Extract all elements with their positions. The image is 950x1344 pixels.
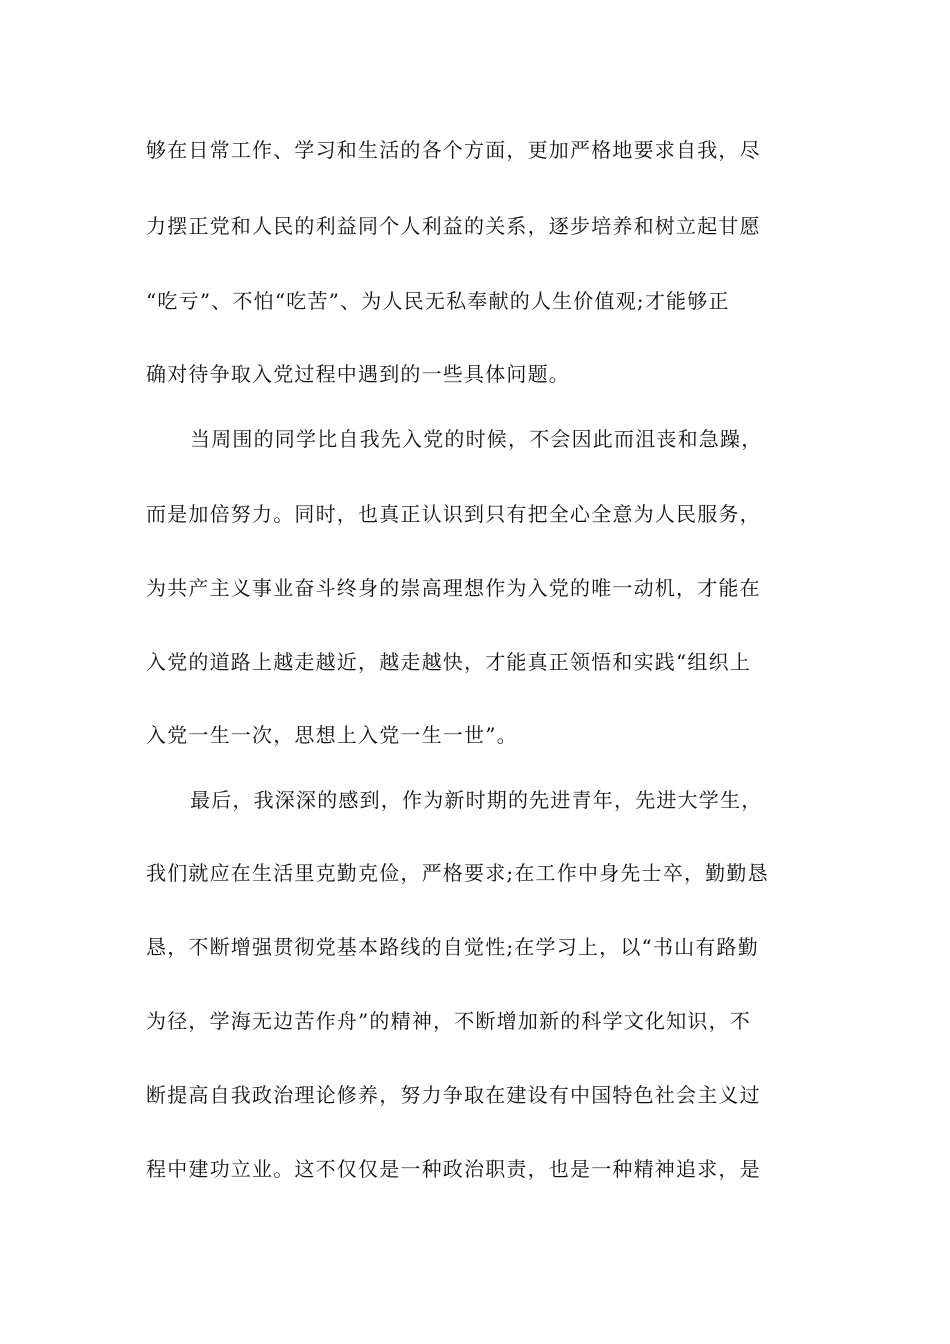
text-line: 入党一生一次，思想上入党一生一世”。 — [146, 723, 518, 747]
paragraph-first-line: 当周围的同学比自我先入党的时候，不会因此而沮丧和急躁， — [190, 427, 763, 451]
text-line: 程中建功立业。这不仅仅是一种政治职责，也是一种精神追求，是 — [146, 1157, 761, 1181]
text-line: 我们就应在生活里克勤克俭，严格要求;在工作中身先士卒，勤勤恳 — [146, 861, 769, 885]
paragraph-first-line: 最后，我深深的感到，作为新时期的先进青年，先进大学生， — [190, 788, 763, 812]
text-line: “吃亏”、不怕“吃苦”、为人民无私奉献的人生价值观;才能够正 — [146, 289, 730, 313]
text-line: 而是加倍努力。同时，也真正认识到只有把全心全意为人民服务， — [146, 502, 761, 526]
text-line: 为径，学海无边苦作舟”的精神，不断增加新的科学文化知识，不 — [146, 1009, 752, 1033]
text-line: 力摆正党和人民的利益同个人利益的关系，逐步培养和树立起甘愿 — [146, 214, 761, 238]
text-line: 为共产主义事业奋斗终身的崇高理想作为入党的唯一动机，才能在 — [146, 576, 761, 600]
text-line: 恳，不断增强贯彻党基本路线的自觉性;在学习上，以“书山有路勤 — [146, 935, 759, 959]
text-line: 够在日常工作、学习和生活的各个方面，更加严格地要求自我，尽 — [146, 138, 761, 162]
text-line: 断提高自我政治理论修养，努力争取在建设有中国特色社会主义过 — [146, 1083, 761, 1107]
text-line: 入党的道路上越走越近，越走越快，才能真正领悟和实践“组织上 — [146, 650, 752, 674]
text-line: 确对待争取入党过程中遇到的一些具体问题。 — [146, 362, 570, 386]
